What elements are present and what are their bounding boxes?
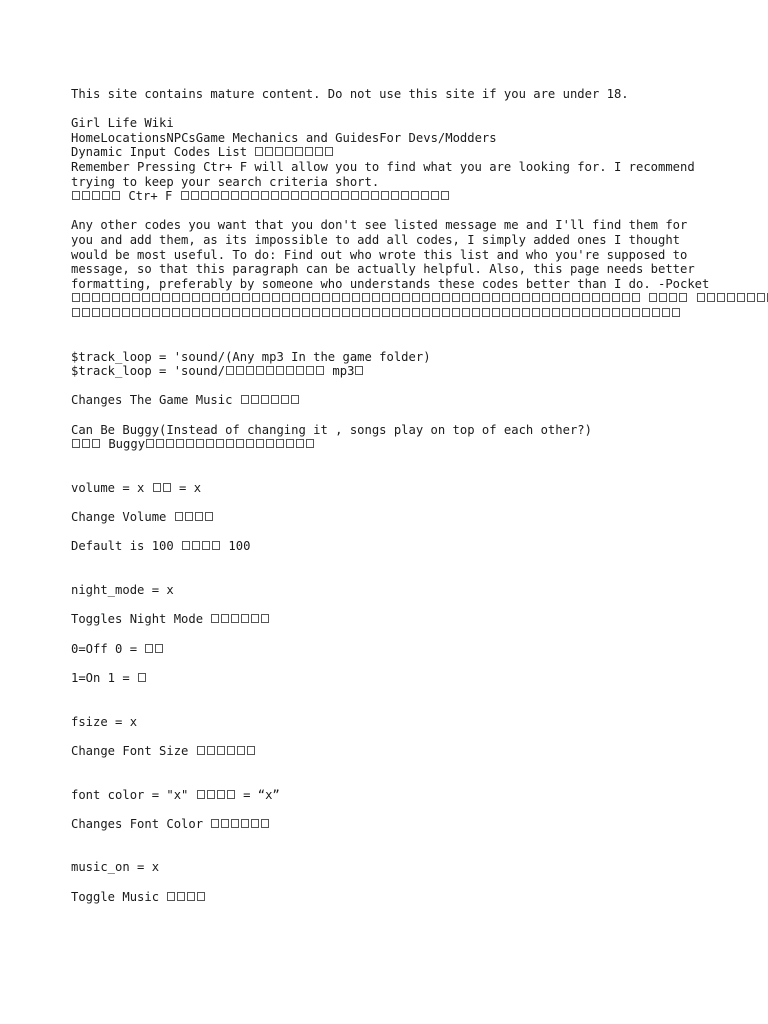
track-desc: Changes The Game Music — [71, 393, 711, 408]
music-desc: Toggle Music — [71, 890, 711, 905]
nav-devs-modders[interactable]: For Devs/Modders — [379, 130, 497, 145]
code-font-color: font color = "x" = “x” — [71, 787, 280, 802]
night-desc: Toggles Night Mode — [71, 612, 711, 627]
code-night-mode: night_mode = x — [71, 583, 174, 598]
track-note: Can Be Buggy(Instead of changing it , songs play on top of each other?) — [71, 422, 592, 437]
track-note-cn: Buggy — [71, 437, 711, 452]
font-color-desc: Changes Font Color — [71, 817, 711, 832]
code-track-loop: $track_loop = 'sound/(Any mp3 In the game folder) — [71, 349, 431, 364]
request-text: Any other codes you want that you don't see listed message me and I'll find them for you and add them, as its impossible to add all codes, I simply added ones I thought would be most useful. To do: Find out who wrote this list and who you're supposed to message, so that this paragraph can be actually helpful. Also, this page needs better formatting, preferably by someone who understands these codes better than I do. -Pocket — [71, 218, 710, 291]
intro-text: Remember Pressing Ctr+ F will allow you to find what you are looking for. I recommend trying to keep your search criteria short. — [71, 159, 695, 189]
intro-cn-line: Ctr+ F — [71, 189, 711, 204]
fsize-desc: Change Font Size — [71, 744, 711, 759]
request-cn-line-1 — [71, 291, 711, 306]
code-music-on: music_on = x — [71, 860, 160, 875]
mature-notice: This site contains mature content. Do not use this site if you are under 18. — [71, 87, 629, 101]
code-fsize: fsize = x — [71, 714, 138, 729]
volume-desc: Change Volume — [71, 510, 711, 525]
code-volume: volume = x = x — [71, 481, 202, 496]
document-page — [71, 87, 711, 904]
code-track-loop-cn: $track_loop = 'sound/ mp3 — [71, 364, 711, 379]
nav-locations[interactable]: Locations — [100, 130, 167, 145]
night-off: 0=Off 0 = — [71, 642, 711, 657]
nav-game-mechanics[interactable]: Game Mechanics and Guides — [195, 130, 380, 145]
night-on: 1=On 1 = — [71, 671, 711, 686]
nav-bar — [71, 131, 711, 146]
volume-default: Default is 100 100 — [71, 539, 251, 554]
request-cn-line-2 — [71, 306, 711, 321]
site-title: Girl Life Wiki — [71, 116, 174, 131]
nav-npcs[interactable]: NPCs — [166, 130, 196, 145]
page-title: Dynamic Input Codes List — [71, 145, 711, 160]
nav-home[interactable]: Home — [71, 130, 101, 145]
